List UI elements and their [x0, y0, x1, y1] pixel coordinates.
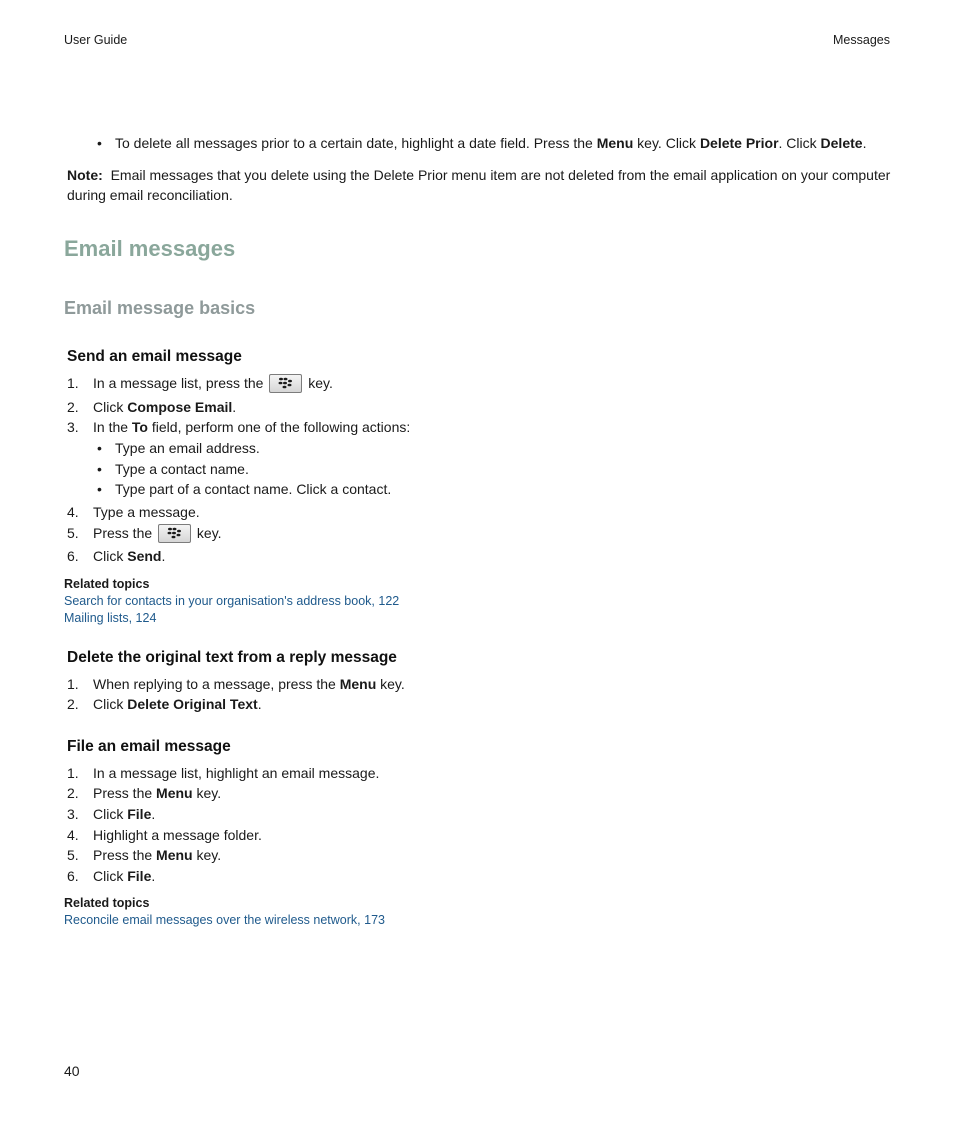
step-number: 2.: [67, 696, 79, 712]
step-text: key.: [192, 785, 222, 801]
step-text: Type a message.: [93, 504, 200, 520]
page-number: 40: [64, 1063, 80, 1079]
step-text: In a message list, press the: [93, 375, 264, 391]
menu-key-label: Menu: [596, 135, 634, 151]
step-number: 6.: [67, 868, 79, 884]
step-number: 2.: [67, 399, 79, 415]
step-number: 6.: [67, 548, 79, 564]
menu-key-label: Menu: [156, 785, 193, 801]
step-text: Click: [93, 868, 128, 884]
bullet-dot: •: [97, 440, 102, 456]
step-text: key.: [376, 676, 405, 692]
step-text: key.: [196, 525, 222, 541]
running-header-left: User Guide: [64, 33, 128, 47]
related-link-search-contacts[interactable]: Search for contacts in your organisation's address book, 122: [64, 594, 400, 608]
step-text: key.: [308, 375, 333, 391]
file-label: File: [127, 868, 152, 884]
step-number: 1.: [67, 375, 79, 391]
step-text: Press the: [93, 525, 153, 541]
running-header-right: Messages: [833, 33, 890, 47]
file-label: File: [127, 806, 152, 822]
subsection-title: Email message basics: [64, 298, 256, 318]
bullet-dot: •: [97, 135, 102, 151]
note-label: Note:: [67, 167, 103, 183]
step-text: In the: [93, 419, 132, 435]
step-number: 4.: [67, 827, 79, 843]
step-text: Click: [93, 399, 128, 415]
bullet-dot: •: [97, 481, 102, 497]
related-link-reconcile[interactable]: Reconcile email messages over the wireless network, 173: [64, 913, 385, 927]
step-text: .: [232, 399, 237, 415]
blackberry-key-icon: [269, 374, 302, 393]
step-text: Click: [93, 806, 128, 822]
note-text: Email messages that you delete using the Delete Prior menu item are not deleted from the email application on your computer: [110, 167, 891, 183]
task-title-file: File an email message: [67, 738, 231, 755]
step-number: 3.: [67, 806, 79, 822]
step-number: 1.: [67, 676, 79, 692]
step-number: 5.: [67, 847, 79, 863]
step-number: 1.: [67, 765, 79, 781]
step-text: field, perform one of the following actions:: [148, 419, 411, 435]
step-text: Click: [93, 548, 128, 564]
step-text: Press the: [93, 847, 157, 863]
step-number: 4.: [67, 504, 79, 520]
delete-original-text-label: Delete Original Text: [127, 696, 258, 712]
note-text-continued: during email reconciliation.: [67, 187, 233, 203]
step-text: In a message list, highlight an email message.: [93, 765, 380, 781]
step-text: Click: [93, 696, 128, 712]
step-text: Highlight a message folder.: [93, 827, 262, 843]
send-label: Send: [127, 548, 162, 564]
step-text: When replying to a message, press the: [93, 676, 340, 692]
intro-bullet-text: key. Click: [633, 135, 700, 151]
section-title: Email messages: [64, 236, 236, 261]
intro-bullet-text: .: [862, 135, 867, 151]
delete-label: Delete: [820, 135, 863, 151]
compose-email-label: Compose Email: [127, 399, 233, 415]
step-text: .: [257, 696, 262, 712]
bullet-text: Type part of a contact name. Click a contact.: [115, 481, 392, 497]
step-number: 5.: [67, 525, 79, 541]
step-text: .: [161, 548, 166, 564]
intro-bullet-text: . Click: [778, 135, 821, 151]
step-text: .: [151, 806, 156, 822]
task-title-send: Send an email message: [67, 348, 242, 365]
step-text: .: [151, 868, 156, 884]
related-topics-title: Related topics: [64, 896, 150, 910]
related-topics-title: Related topics: [64, 577, 150, 591]
step-text: Press the: [93, 785, 157, 801]
step-text: key.: [192, 847, 222, 863]
to-field-label: To: [131, 419, 148, 435]
menu-key-label: Menu: [156, 847, 193, 863]
note-block: [67, 165, 897, 205]
bullet-dot: •: [97, 461, 102, 477]
bullet-text: Type an email address.: [115, 440, 260, 456]
related-link-mailing-lists[interactable]: Mailing lists, 124: [64, 611, 157, 625]
bullet-text: Type a contact name.: [115, 461, 249, 477]
step-number: 2.: [67, 785, 79, 801]
delete-prior-label: Delete Prior: [699, 135, 779, 151]
menu-key-label: Menu: [339, 676, 377, 692]
blackberry-key-icon: [158, 524, 191, 543]
intro-bullet-text: To delete all messages prior to a certain date, highlight a date field. Press the: [115, 135, 597, 151]
task-title-delete-original: Delete the original text from a reply message: [67, 649, 397, 666]
step-number: 3.: [67, 419, 79, 435]
